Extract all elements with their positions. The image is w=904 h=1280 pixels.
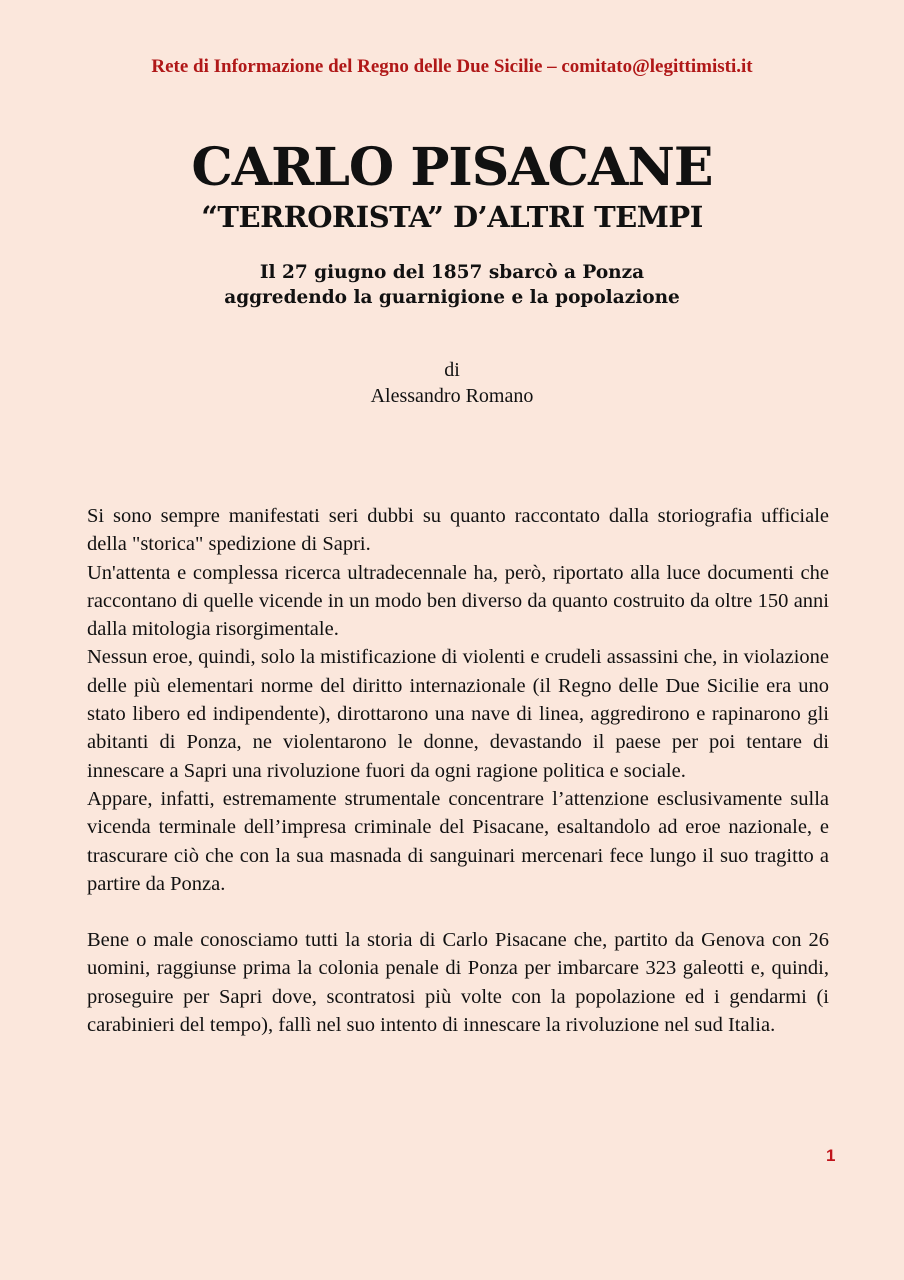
lead-line-2: aggredendo la guarnigione e la popolazione [224, 287, 680, 308]
header-network-line[interactable]: Rete di Informazione del Regno delle Due Sicilie – comitato@legittimisti.it [151, 56, 753, 77]
body-paragraph-4: Appare, infatti, estremamente strumentale concentrare l’attenzione esclusivamente sulla vicenda terminale dell’impresa criminale del Pisacane, esaltandolo ad eroe nazionale, e trascurare ciò che con la sua masnada di sanguinari mercenari fece lungo il suo tragitto a partire da Ponza. [87, 787, 829, 895]
lead-line-1: Il 27 giugno del 1857 sbarcò a Ponza [259, 262, 645, 283]
body-paragraph-1: Si sono sempre manifestati seri dubbi su quanto raccontato dalla storiografia ufficiale della "storica" spedizione di Sapri. [87, 505, 829, 556]
byline-prefix: di [444, 359, 460, 381]
page-number: 1 [826, 1146, 836, 1165]
body-paragraph-2: Un'attenta e complessa ricerca ultradecennale ha, però, riportato alla luce documenti che raccontano di quelle vicende in un modo ben diverso da quanto costruito da oltre 150 anni dalla mitologia risorgimentale. [87, 561, 829, 641]
author-name: Alessandro Romano [370, 385, 534, 407]
article-body [87, 502, 829, 1039]
lead-summary [0, 260, 904, 310]
page-title: CARLO PISACANE [191, 137, 713, 198]
body-paragraph-3: Nessun eroe, quindi, solo la mistificazione di violenti e crudeli assassini che, in violazione delle più elementari norme del diritto internazionale (il Regno delle Due Sicilie era uno stato libero ed indipendente), dirottarono una nave di linea, aggredirono e rapinarono gli abitanti di Ponza, ne violentarono le donne, devastando il paese per poi tentare di innescare a Sapri una rivoluzione fuori da ogni ragione politica e sociale. [87, 646, 829, 782]
byline [0, 357, 904, 409]
body-paragraph-5: Bene o male conosciamo tutti la storia di Carlo Pisacane che, partito da Genova con 26 uomini, raggiunse prima la colonia penale di Ponza per imbarcare 323 galeotti e, quindi, proseguire per Sapri dove, scontratosi più volte con la popolazione ed i gendarmi (i carabinieri del tempo), fallì nel suo intento di innescare la rivoluzione nel sud Italia. [87, 929, 829, 1037]
page-subtitle: “TERRORISTA” D’ALTRI TEMPI [201, 200, 703, 234]
